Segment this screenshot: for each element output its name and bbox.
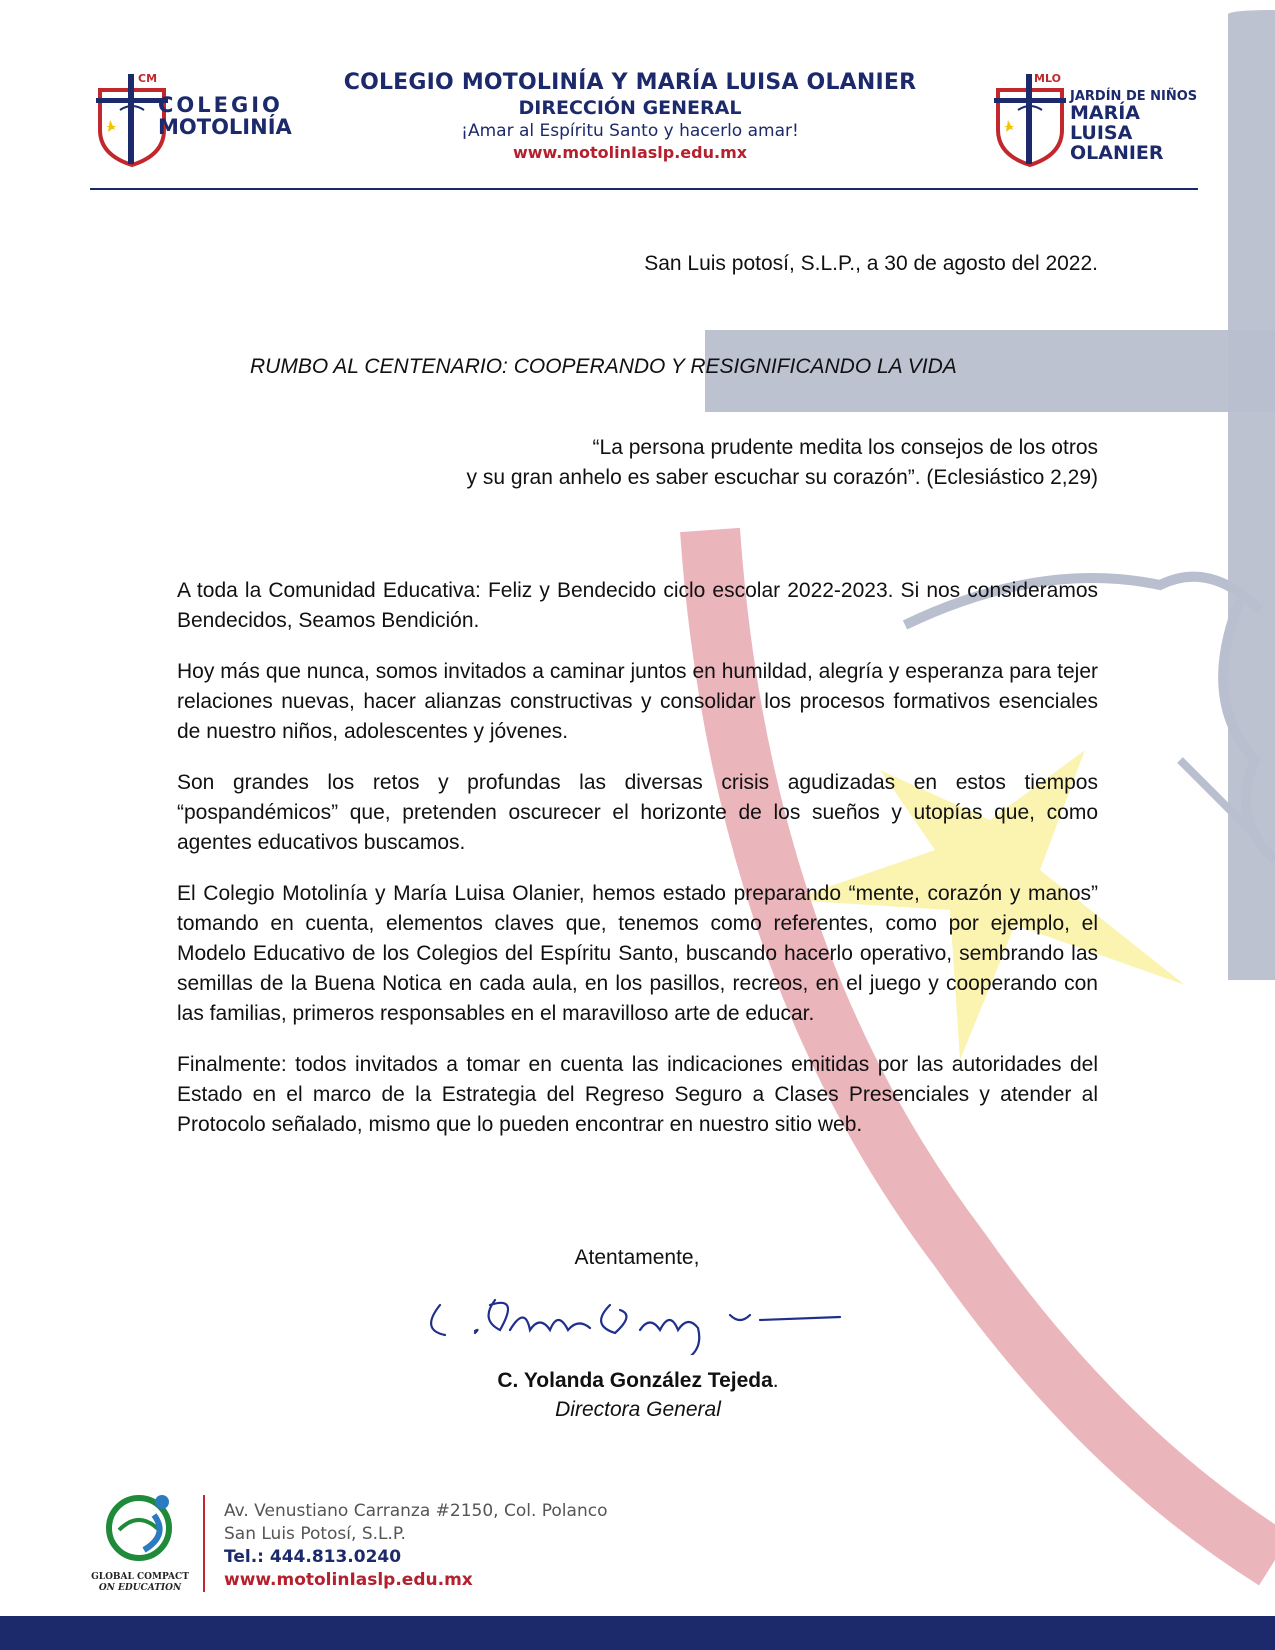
- address-line-2: San Luis Potosí, S.L.P.: [224, 1524, 406, 1544]
- crest-icon-right: [990, 70, 1070, 170]
- header-divider: [90, 188, 1198, 190]
- quote-line-1: “La persona prudente medita los consejos de los otros: [592, 436, 1098, 459]
- left-logo-badge: CM: [138, 72, 158, 85]
- bible-quote: [400, 433, 1098, 493]
- jardin-olanier-logo: [990, 70, 1205, 175]
- address-line-1: Av. Venustiano Carranza #2150, Col. Polanco: [224, 1501, 608, 1521]
- right-logo-line3: OLANIER: [1070, 141, 1164, 164]
- date-line: San Luis potosí, S.L.P., a 30 de agosto del 2022.: [644, 252, 1098, 275]
- left-logo-line2: MOTOLINÍA: [158, 115, 292, 140]
- right-logo-line2: MARÍA LUISA: [1070, 101, 1141, 144]
- signer-name-period: .: [772, 1369, 779, 1392]
- letterhead-motto: ¡Amar al Espíritu Santo y hacerlo amar!: [461, 121, 799, 141]
- handwritten-signature: [420, 1275, 860, 1355]
- paragraph-4: El Colegio Motolinía y María Luisa Olanier, hemos estado preparando “mente, corazón y manos” tomando en cuenta, elementos claves que, tenemos como referentes, como por ejemplo, el Modelo Educativo de los Colegios del Espíritu Santo, buscando hacerlo operativo, sembrando las semillas de la Buena Notica en cada aula, en los pasillos, recreos, en el juego y cooperando con las familias, primeros responsables en el maravilloso arte de educar.: [177, 882, 1098, 1025]
- paragraph-5: Finalmente: todos invitados a tomar en cuenta las indicaciones emitidas por las autoridades del Estado en el marco de la Estrategia del Regreso Seguro a Clases Presenciales y atender al Protocolo señalado, mismo que lo pueden encontrar en nuestro sitio web.: [177, 1053, 1098, 1136]
- signer-role: Directora General: [555, 1398, 721, 1421]
- global-compact-label: [84, 1572, 196, 1594]
- right-logo-line1: JARDÍN DE NIÑOS: [1070, 89, 1198, 104]
- footer-address: [224, 1500, 607, 1592]
- footer-divider: [203, 1495, 205, 1592]
- letter-theme: RUMBO AL CENTENARIO: COOPERANDO Y RESIGNIFICANDO LA VIDA: [250, 355, 957, 378]
- quote-line-2: y su gran anhelo es saber escuchar su corazón”. (Eclesiástico 2,29): [466, 466, 1098, 489]
- letter-body: [177, 576, 1098, 1161]
- paragraph-3: Son grandes los retos y profundas las diversas crisis agudizadas en estos tiempos “pospandémicos” que, pretenden oscurecer el horizonte de los sueños y utopías que, como agentes educativos buscamos.: [177, 771, 1098, 854]
- signer-name-line: [400, 1369, 876, 1393]
- colegio-motolinia-logo: [92, 70, 302, 175]
- letterhead: [330, 70, 930, 162]
- letterhead-website[interactable]: www.motolinIaslp.edu.mx: [512, 143, 748, 162]
- gc-line-2: ON EDUCATION: [98, 1583, 182, 1593]
- closing-salutation: Atentamente,: [574, 1246, 700, 1269]
- left-logo-line1: COLEGIO: [158, 93, 283, 117]
- paragraph-1: A toda la Comunidad Educativa: Feliz y Bendecido ciclo escolar 2022-2023. Si nos consideramos Bendecidos, Seamos Bendición.: [177, 579, 1098, 632]
- gc-line-1: GLOBAL COMPACT: [91, 1572, 189, 1582]
- letterhead-subtitle: DIRECCIÓN GENERAL: [518, 97, 742, 119]
- footer-phone: Tel.: 444.813.0240: [224, 1547, 402, 1567]
- right-logo-badge: MLO: [1034, 72, 1061, 85]
- signer-name: C. Yolanda González Tejeda: [497, 1369, 773, 1392]
- letterhead-title: COLEGIO MOTOLINÍA Y MARÍA LUISA OLANIER: [343, 70, 917, 95]
- footer-website[interactable]: www.motolinIaslp.edu.mx: [224, 1570, 473, 1590]
- footer-bar: [0, 1616, 1275, 1650]
- paragraph-2: Hoy más que nunca, somos invitados a caminar juntos en humildad, alegría y esperanza para tejer relaciones nuevas, hacer alianzas constructivas y consolidar los procesos formativos esenciales de nuestro niños, adolescentes y jóvenes.: [177, 660, 1098, 743]
